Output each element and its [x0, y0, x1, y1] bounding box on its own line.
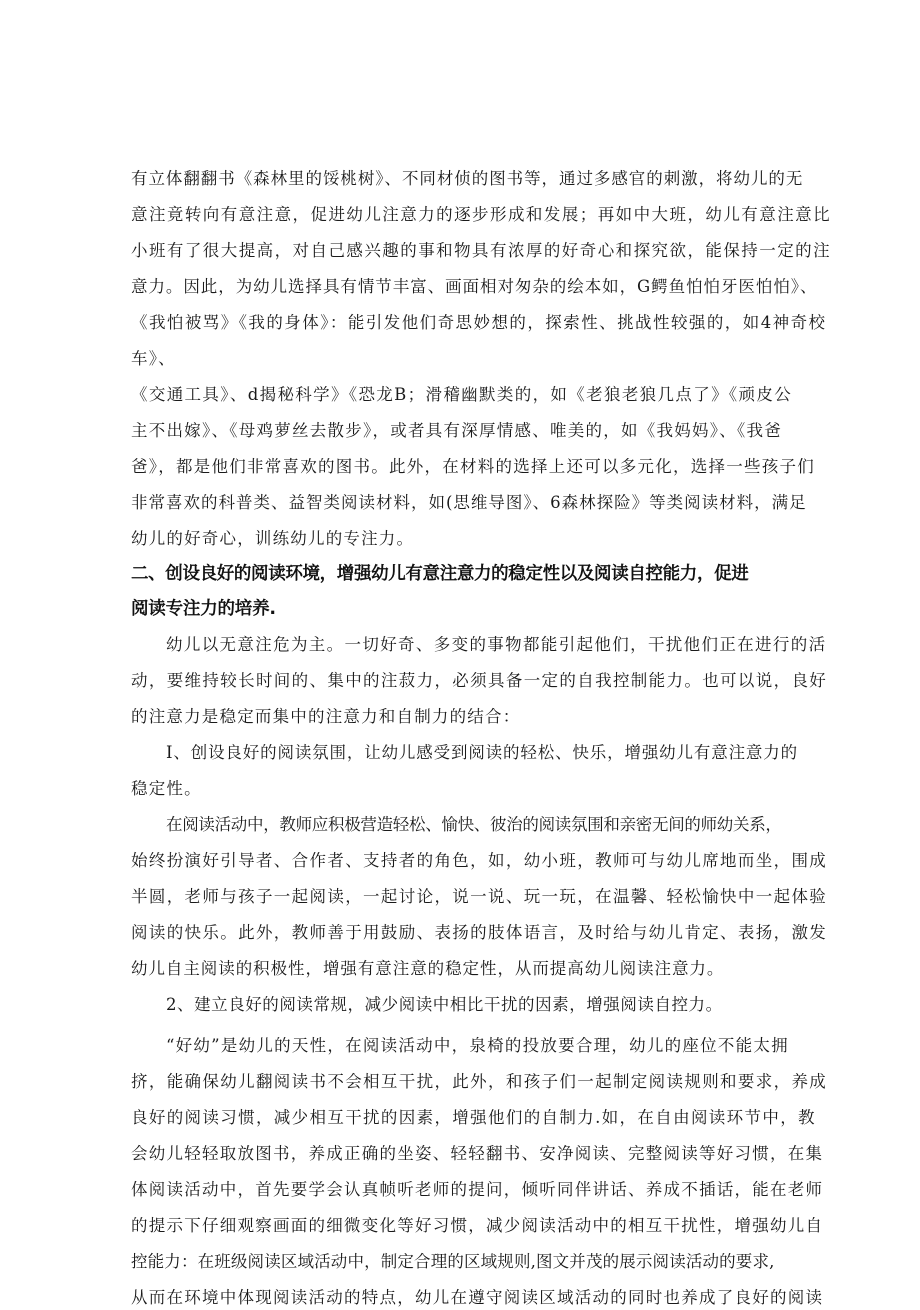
- text-line: 挤，能确保幼儿翻阅读书不会相互干扰，此外，和孩子们一起制定阅读规则和要求，养成: [131, 1072, 828, 1091]
- subheading-line: I、创设良好的阅读氛围，让幼儿感受到阅读的轻松、快乐，增强幼儿有意注意力的: [166, 743, 798, 762]
- text-line: “好幼”是幼儿的天性，在阅读活动中，泉椅的投放要合理，幼儿的座位不能太拥: [166, 1036, 789, 1055]
- text-line: 良好的阅读习惯，减少相互干扰的因素，增强他们的自制力.如，在自由阅读环节中，教: [131, 1108, 816, 1127]
- text-line: 意注竟转向有意注意，促进幼儿注意力的逐步形成和发展；再如中大班，幼儿有意注意比: [131, 205, 832, 224]
- text-line: 半圆，老师与孩子一起阅读，一起讨论，说一说、玩一玩，在温馨、轻松愉快中一起体验: [131, 887, 828, 906]
- text-line: 幼儿的好奇心，训练幼儿的专注力。: [131, 529, 415, 548]
- subheading-line: 稳定性。: [131, 779, 202, 798]
- text-line: 幼儿以无意注危为主。一切好奇、多变的事物都能引起他们，干扰他们正在进行的活: [166, 635, 827, 654]
- text-line: 主不出嫁》、《母鸡萝丝去散步》，或者具有深厚情感、唯美的，如《我妈妈》、《我爸: [131, 421, 782, 440]
- text-line: 从而在环境中体现阅读活动的特点，幼儿在遵守阅读区域活动的同时也养成了良好的阅读: [131, 1288, 824, 1307]
- text-line: 会幼儿轻轻取放图书，养成正确的坐姿、轻轻翻书、安净阅读、完整阅读等好习惯，在集: [131, 1144, 824, 1163]
- text-line: 阅读的快乐。此外，教师善于用鼓励、表扬的肢体语言，及时给与幼儿肯定、表扬，激发: [131, 923, 828, 942]
- section-heading: 二、创设良好的阅读环境，增强幼儿有意注意力的稳定性以及阅读自控能力，促进: [131, 564, 749, 584]
- section-heading: 阅读专注力的培养.: [131, 599, 276, 619]
- text-line: 体阅读活动中，首先要学会认真帧听老师的提问，倾听同伴讲话、养成不插话，能在老师: [131, 1180, 824, 1199]
- text-line: 车》、: [131, 349, 176, 368]
- text-line: 有立体翻翻书《森林里的馁桃树》、不同材侦的图书等，通过多感官的刺激，将幼儿的无: [131, 169, 804, 188]
- text-line: 意力。因此，为幼儿选择具有情节丰富、画面相对匆杂的绘本如，G鳄鱼怕怕牙医怕怕》、: [131, 277, 818, 296]
- text-line: 幼儿自主阅读的积极性，增强有意注意的稳定性，从而提高幼儿阅读注意力。: [131, 959, 725, 978]
- text-line: 的注意力是稳定而集中的注意力和自制力的结合：: [131, 707, 521, 726]
- text-line: 在阅读活动中，教师应积极营造轻松、愉快、彼治的阅读氛围和亲密无间的师幼关系，: [166, 815, 782, 834]
- text-line: 动，要维持较长时间的、集中的注菽力，必须具备一定的自我控制能力。也可以说，良好: [131, 671, 828, 690]
- text-line: 非常喜欢的科普类、益智类阅读材料，如(思维导图》、6森林探险》等类阅读材料，满足: [131, 493, 807, 512]
- text-line: 爸》，都是他们非常喜欢的图书。此外，在材料的选择上还可以多元化，选择一些孩子们: [131, 457, 815, 476]
- text-line: 《交通工具》、d揭秘科学》《恐龙B；滑稽幽默类的，如《老狼老狼几点了》《顽皮公: [131, 385, 793, 404]
- text-line: 小班有了很大提高，对自己感兴趣的事和物具有浓厚的好奇心和探究欲，能保持一定的注: [131, 241, 832, 260]
- text-line: 控能力：在班级阅读区域活动中，制定合理的区域规则,图文并茂的展示阅读活动的要求,: [131, 1252, 775, 1271]
- text-line: 的提示下仔细观察画面的细微变化等好习惯，减少阅读活动中的相互干扰性，增强幼儿自: [131, 1216, 824, 1235]
- text-line: 《我怕被骂》《我的身体》：能引发他们奇思妙想的，探索性、挑战性较强的，如4神奇校: [131, 313, 827, 332]
- subheading-line: 2、建立良好的阅读常规，减少阅读中相比干扰的因素，增强阅读自控力。: [166, 995, 723, 1014]
- text-line: 始终扮演好引导者、合作者、支持者的角色，如，幼小班，教师可与幼儿席地而坐，围成: [131, 851, 828, 870]
